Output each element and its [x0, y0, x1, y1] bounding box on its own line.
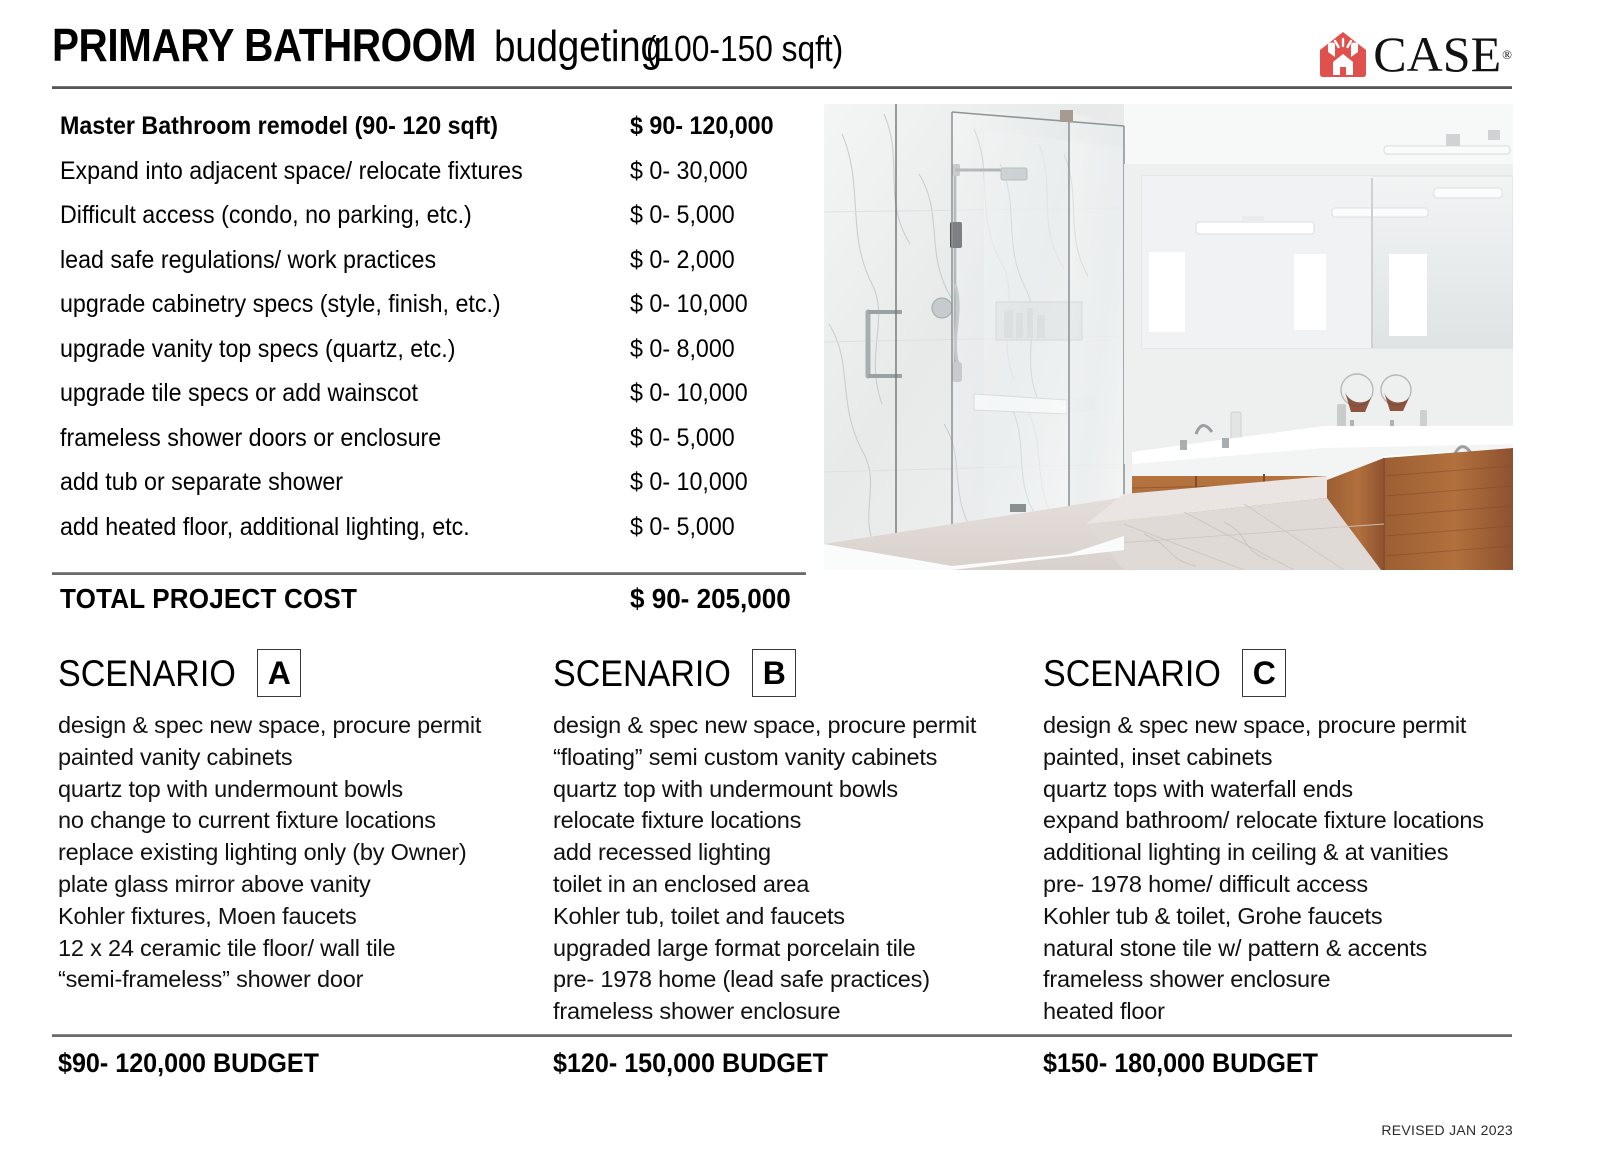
list-item: additional lighting in ceiling & at vanities: [1043, 839, 1449, 866]
list-item: plate glass mirror above vanity: [58, 870, 371, 897]
list-item: upgraded large format porcelain tile: [553, 934, 916, 961]
table-row: [60, 424, 810, 469]
list-item: add recessed lighting: [553, 839, 771, 866]
list-item: quartz tops with waterfall ends: [1043, 775, 1353, 802]
list-item: pre- 1978 home/ difficult access: [1043, 870, 1368, 897]
scenario-c-list: [1043, 710, 1543, 1028]
bathroom-photo: [824, 104, 1513, 570]
page-title-strong: PRIMARY BATHROOM: [52, 19, 476, 71]
scenario-a-list: [58, 710, 558, 996]
case-logo: [1318, 26, 1512, 82]
table-row: [60, 468, 810, 513]
cost-table-header-row: [60, 112, 810, 157]
header-divider: [52, 86, 1512, 89]
cost-item-label: Expand into adjacent space/ relocate fixtures: [60, 156, 523, 185]
total-value: $ 90- 205,000: [630, 583, 791, 614]
list-item: Kohler fixtures, Moen faucets: [58, 902, 357, 929]
scenario-c-badge: C: [1242, 649, 1286, 697]
table-row: [60, 513, 810, 558]
page-title-light: budgeting: [493, 22, 662, 71]
scenario-b-list: [553, 710, 1053, 1028]
scenario-b-badge: B: [752, 649, 796, 697]
case-house-hands-icon: [1318, 30, 1368, 78]
cost-header-value: $ 90- 120,000: [630, 112, 774, 140]
list-item: painted vanity cabinets: [58, 743, 293, 770]
cost-table: [60, 112, 810, 557]
cost-item-value: $ 0- 5,000: [630, 512, 735, 541]
table-row: [60, 335, 810, 380]
list-item: painted, inset cabinets: [1043, 743, 1273, 770]
list-item: toilet in an enclosed area: [553, 870, 810, 897]
scenario-a-header: [58, 648, 558, 698]
cost-item-value: $ 0- 10,000: [630, 468, 748, 496]
list-item: design & spec new space, procure permit: [58, 712, 482, 738]
scenarios-section: [58, 648, 1513, 1028]
cost-item-label: lead safe regulations/ work practices: [60, 245, 437, 274]
scenario-c-header: [1043, 648, 1543, 698]
cost-item-label: Difficult access (condo, no parking, etc.): [60, 201, 472, 229]
cost-item-value: $ 0- 30,000: [630, 156, 748, 185]
scenario-c-title: SCENARIO: [1043, 652, 1221, 694]
case-wordmark: CASE: [1373, 26, 1502, 82]
list-item: “semi-frameless” shower door: [58, 966, 364, 993]
scenario-a-title: SCENARIO: [58, 652, 236, 694]
cost-item-label: add heated floor, additional lighting, etc.: [60, 512, 470, 541]
cost-item-label: frameless shower doors or enclosure: [60, 423, 442, 452]
cost-item-value: $ 0- 5,000: [630, 201, 735, 229]
list-item: design & spec new space, procure permit: [1043, 712, 1467, 738]
list-item: Kohler tub, toilet and faucets: [553, 902, 845, 929]
list-item: expand bathroom/ relocate fixture locations: [1043, 807, 1484, 834]
list-item: frameless shower enclosure: [553, 998, 841, 1025]
table-row: [60, 379, 810, 424]
cost-item-label: upgrade cabinetry specs (style, finish, etc.): [60, 290, 501, 318]
list-item: no change to current fixture locations: [58, 807, 436, 834]
total-project-cost-row: [60, 583, 820, 615]
list-item: replace existing lighting only (by Owner): [58, 839, 467, 866]
table-row: [60, 290, 810, 335]
list-item: 12 x 24 ceramic tile floor/ wall tile: [58, 934, 396, 961]
scenario-b: [553, 648, 1053, 1028]
cost-item-value: $ 0- 10,000: [630, 379, 748, 407]
page-title-sqft: (100-150 sqft): [646, 28, 844, 69]
scenario-a: [58, 648, 558, 996]
budget-b: $120- 150,000 BUDGET: [553, 1048, 828, 1078]
page-title: [52, 19, 871, 71]
list-item: relocate fixture locations: [553, 807, 802, 834]
list-item: frameless shower enclosure: [1043, 966, 1331, 993]
revision-note: REVISED JAN 2023: [1381, 1122, 1513, 1138]
cost-item-label: upgrade tile specs or add wainscot: [60, 379, 419, 407]
cost-item-label: add tub or separate shower: [60, 468, 344, 496]
scenario-b-title: SCENARIO: [553, 652, 731, 694]
scenario-c: [1043, 648, 1543, 1028]
list-item: quartz top with undermount bowls: [553, 775, 898, 802]
total-divider: [52, 572, 806, 575]
registered-mark-icon: ®: [1502, 46, 1512, 62]
scenario-b-header: [553, 648, 1053, 698]
cost-item-value: $ 0- 8,000: [630, 334, 735, 363]
scenario-a-badge: A: [257, 649, 301, 697]
list-item: natural stone tile w/ pattern & accents: [1043, 934, 1428, 961]
cost-item-value: $ 0- 2,000: [630, 245, 735, 274]
table-row: [60, 157, 810, 202]
list-item: Kohler tub & toilet, Grohe faucets: [1043, 902, 1383, 929]
cost-header-label: Master Bathroom remodel (90- 120 sqft): [60, 112, 498, 140]
budget-divider: [52, 1034, 1512, 1037]
table-row: [60, 201, 810, 246]
list-item: quartz top with undermount bowls: [58, 775, 403, 802]
list-item: “floating” semi custom vanity cabinets: [553, 743, 938, 770]
budget-a: $90- 120,000 BUDGET: [58, 1048, 319, 1078]
cost-item-value: $ 0- 5,000: [630, 423, 735, 452]
list-item: heated floor: [1043, 998, 1165, 1025]
list-item: design & spec new space, procure permit: [553, 712, 977, 738]
list-item: pre- 1978 home (lead safe practices): [553, 966, 930, 993]
cost-item-label: upgrade vanity top specs (quartz, etc.): [60, 334, 456, 363]
table-row: [60, 246, 810, 291]
total-label: TOTAL PROJECT COST: [60, 583, 358, 614]
cost-item-value: $ 0- 10,000: [630, 290, 748, 318]
page-header: [52, 19, 1512, 84]
budget-c: $150- 180,000 BUDGET: [1043, 1048, 1318, 1078]
